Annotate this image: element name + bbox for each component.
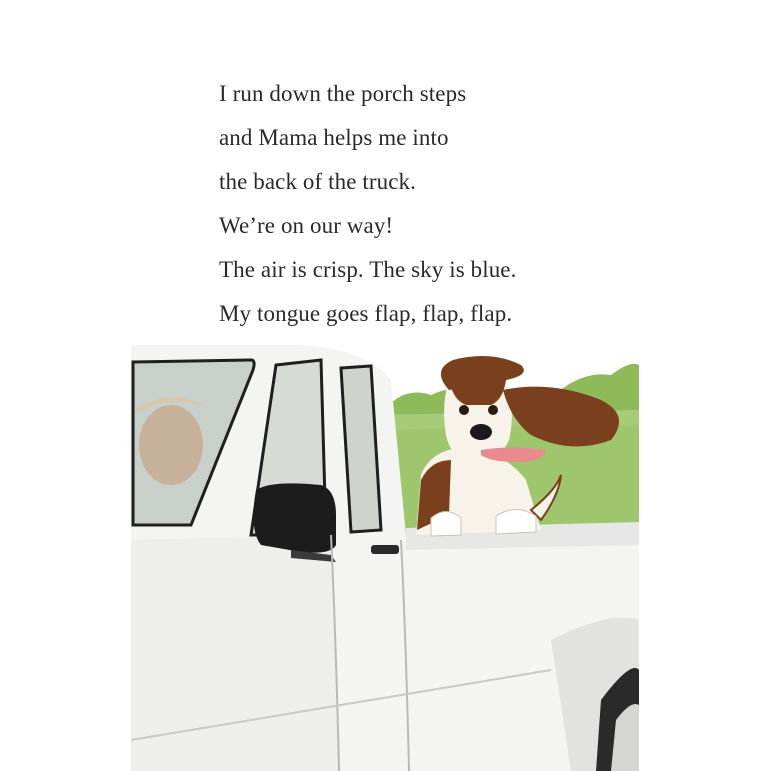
dog-right-paw bbox=[496, 510, 536, 535]
story-line-3: the back of the truck. bbox=[219, 169, 416, 194]
dog-nose bbox=[470, 424, 492, 440]
dog-right-eye bbox=[488, 405, 498, 415]
dog-left-eye bbox=[459, 405, 469, 415]
story-line-4: We’re on our way! bbox=[219, 213, 394, 238]
mama-silhouette bbox=[139, 405, 203, 485]
story-line-2: and Mama helps me into bbox=[219, 125, 449, 150]
door-handle bbox=[371, 545, 399, 554]
story-line-5: The air is crisp. The sky is blue. bbox=[219, 257, 517, 282]
dog-left-paw bbox=[431, 512, 461, 537]
side-mirror bbox=[253, 483, 336, 552]
story-line-6: My tongue goes flap, flap, flap. bbox=[219, 301, 513, 326]
illustration-svg bbox=[131, 340, 639, 771]
story-line-1: I run down the porch steps bbox=[219, 81, 467, 106]
story-text bbox=[219, 72, 739, 336]
truck-dog-illustration bbox=[131, 340, 639, 771]
